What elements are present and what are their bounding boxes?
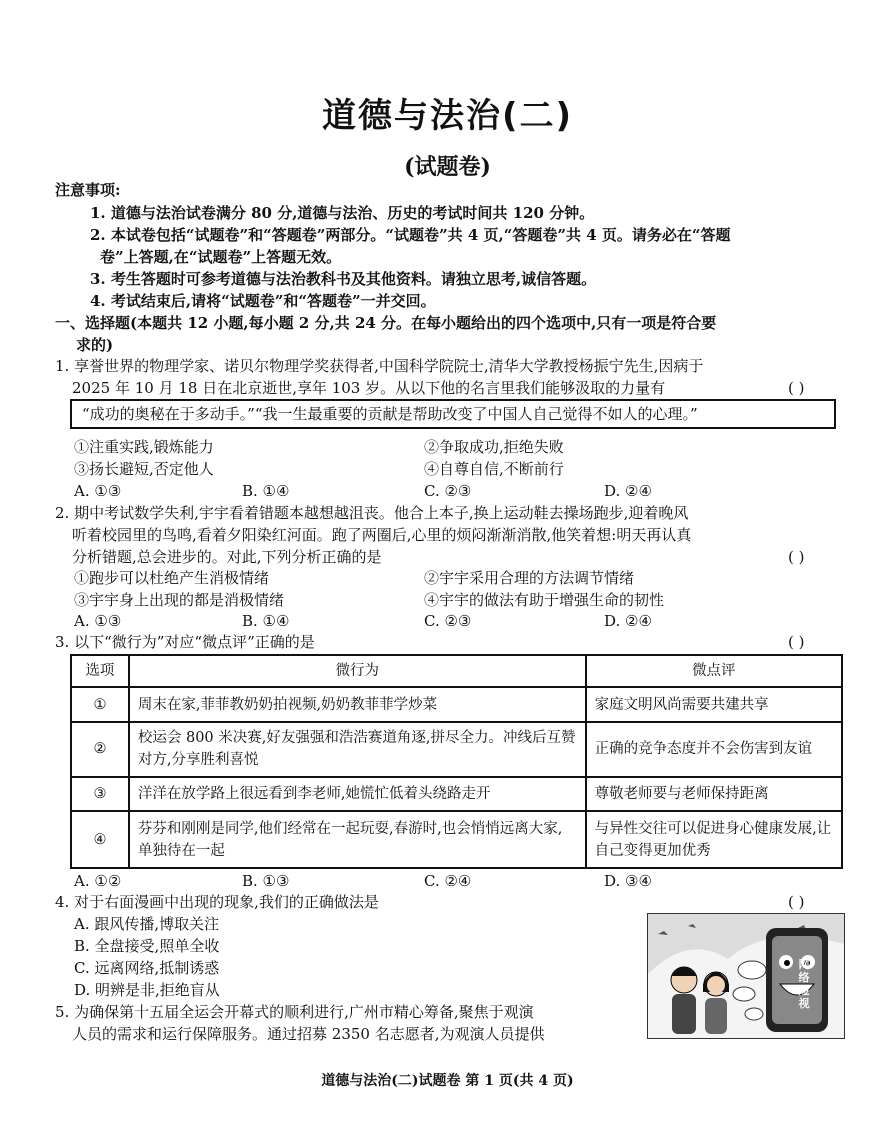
statement: ①跑步可以杜绝产生消极情绪: [74, 569, 270, 587]
notice-item: 卷”上答题,在“试题卷”上答题无效。: [100, 248, 342, 266]
option-b: B. 全盘接受,照单全收: [74, 937, 220, 955]
column-header: 选项: [71, 655, 129, 687]
question-2-stem-cont: 听着校园里的鸟鸣,看着夕阳染红河面。跑了两圈后,心里的烦闷渐渐消散,他笑着想:明天再认真: [72, 526, 692, 544]
option-a: A. ①②: [74, 872, 122, 890]
question-2-stem: 2. 期中考试数学失利,宇宇看着错题本越想越沮丧。他合上本子,换上运动鞋去操场跑步,迎着晚风: [55, 504, 689, 522]
column-header: 微点评: [586, 655, 842, 687]
behavior-cell: 芬芬和刚刚是同学,他们经常在一起玩耍,春游时,也会悄悄远离大家,单独待在一起: [129, 811, 586, 868]
row-index: ①: [71, 687, 129, 721]
comment-cell: 尊敬老师要与老师保持距离: [586, 777, 842, 811]
table-row: [71, 722, 842, 777]
notice-item: 3. 考生答题时可参考道德与法治教科书及其他资料。请独立思考,诚信答题。: [90, 270, 597, 288]
page-subtitle: (试题卷): [404, 154, 491, 180]
option-a: A. ①③: [74, 612, 122, 630]
statement: ④自尊自信,不断前行: [424, 460, 564, 478]
answer-bracket: ( ): [788, 379, 805, 397]
statement: ④宇宇的做法有助于增强生命的韧性: [424, 591, 665, 609]
behavior-cell: 校运会 800 米决赛,好友强强和浩浩赛道角逐,拼尽全力。冲线后互赞对方,分享胜利喜悦: [129, 722, 586, 777]
row-index: ②: [71, 722, 129, 777]
statement: ③扬长避短,否定他人: [74, 460, 214, 478]
question-4-stem: 4. 对于右面漫画中出现的现象,我们的正确做法是: [55, 893, 379, 911]
question-1-stem: 1. 享誉世界的物理学家、诺贝尔物理学奖获得者,中国科学院院士,清华大学教授杨振宁先生,因病于: [55, 357, 704, 375]
section-heading: 一、选择题(本题共 12 小题,每小题 2 分,共 24 分。在每小题给出的四个选项中,只有一项是符合要: [55, 314, 717, 332]
notice-item: 4. 考试结束后,请将“试题卷”和“答题卷”一并交回。: [90, 292, 436, 310]
behavior-comment-table: [70, 654, 843, 869]
option-a: A. 跟风传播,博取关注: [74, 915, 220, 933]
question-1-stem-cont: 2025 年 10 月 18 日在北京逝世,享年 103 岁。从以下他的名言里我们能够汲取的力量有: [72, 379, 666, 397]
column-header: 微行为: [129, 655, 586, 687]
answer-bracket: ( ): [788, 548, 805, 566]
statement: ③宇宇身上出现的都是消极情绪: [74, 591, 285, 609]
cartoon-drawing: [648, 914, 844, 1038]
option-d: D. ②④: [604, 482, 652, 500]
option-c: C. ②③: [424, 612, 472, 630]
question-3-stem: 3. 以下“微行为”对应“微点评”正确的是: [55, 633, 315, 651]
page-title: 道德与法治(二): [321, 96, 574, 136]
table-row: [71, 687, 842, 721]
comment-cell: 家庭文明风尚需要共建共享: [586, 687, 842, 721]
option-c: C. ②④: [424, 872, 472, 890]
option-d: D. ②④: [604, 612, 652, 630]
comment-cell: 与异性交往可以促进身心健康发展,让自己变得更加优秀: [586, 811, 842, 868]
option-c: C. ②③: [424, 482, 472, 500]
statement: ②争取成功,拒绝失败: [424, 438, 564, 456]
question-5-stem: 5. 为确保第十五届全运会开幕式的顺利进行,广州市精心筹备,聚焦于观演: [55, 1003, 534, 1021]
option-b: B. ①④: [242, 482, 290, 500]
option-d: D. ③④: [604, 872, 652, 890]
option-a: A. ①③: [74, 482, 122, 500]
behavior-cell: 周末在家,菲菲教奶奶拍视频,奶奶教菲菲学炒菜: [129, 687, 586, 721]
answer-bracket: ( ): [788, 633, 805, 651]
table-row: [71, 811, 842, 868]
section-heading-cont: 求的): [76, 336, 114, 354]
option-b: B. ①④: [242, 612, 290, 630]
option-c: C. 远离网络,抵制诱惑: [74, 959, 220, 977]
row-index: ④: [71, 811, 129, 868]
quote-box: “成功的奥秘在于多动手。”“我一生最重要的贡献是帮助改变了中国人自己觉得不如人的心理。”: [70, 399, 836, 429]
answer-bracket: ( ): [788, 893, 805, 911]
question-5-stem-cont: 人员的需求和运行保障服务。通过招募 2350 名志愿者,为观演人员提供: [72, 1025, 545, 1043]
cartoon-label: 网络短视: [798, 958, 810, 1010]
question-2-stem-cont: 分析错题,总会进步的。对此,下列分析正确的是: [72, 548, 382, 566]
notice-heading: 注意事项:: [55, 181, 121, 199]
behavior-cell: 洋洋在放学路上很远看到李老师,她慌忙低着头绕路走开: [129, 777, 586, 811]
row-index: ③: [71, 777, 129, 811]
option-d: D. 明辨是非,拒绝盲从: [74, 981, 220, 999]
table-row: [71, 777, 842, 811]
notice-item: 1. 道德与法治试卷满分 80 分,道德与法治、历史的考试时间共 120 分钟。: [90, 204, 595, 222]
statement: ②宇宇采用合理的方法调节情绪: [424, 569, 635, 587]
table-header-row: [71, 655, 842, 687]
option-b: B. ①③: [242, 872, 290, 890]
cartoon-illustration: [647, 913, 845, 1039]
statement: ①注重实践,锻炼能力: [74, 438, 214, 456]
notice-item: 2. 本试卷包括“试题卷”和“答题卷”两部分。“试题卷”共 4 页,“答题卷”共 4 页。请务必在“答题: [90, 226, 731, 244]
comment-cell: 正确的竞争态度并不会伤害到友谊: [586, 722, 842, 777]
page-footer: 道德与法治(二)试题卷 第 1 页(共 4 页): [321, 1073, 574, 1089]
